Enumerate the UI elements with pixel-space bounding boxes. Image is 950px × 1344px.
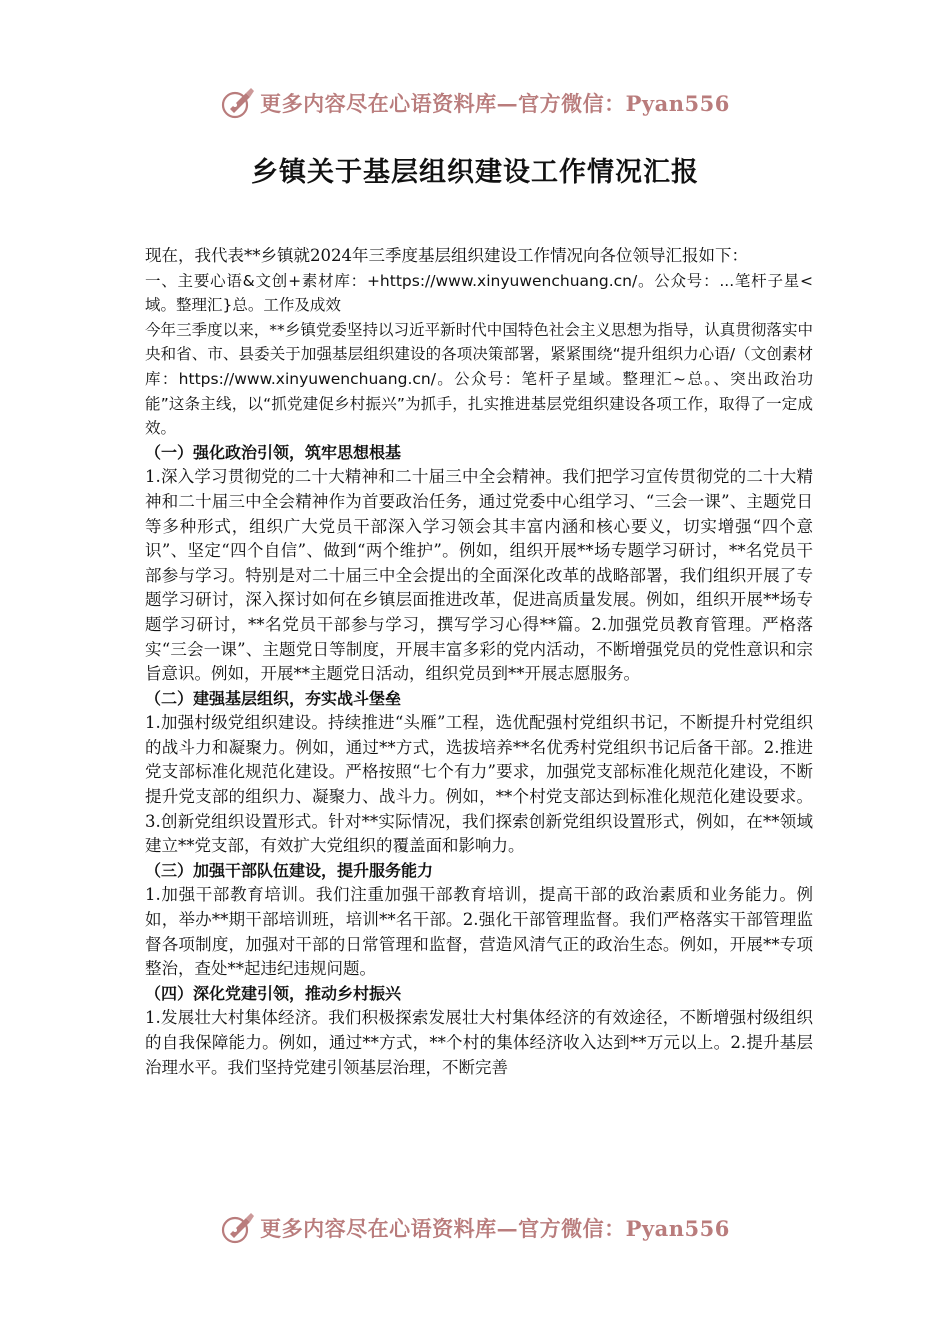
section-body: 1.发展壮大村集体经济。我们积极探索发展壮大村集体经济的有效途径，不断增强村级组织的自我保障能力。例如，通过**方式，**个村的集体经济收入达到**万元以上。2.提升基层治理水平。我们坚持党建引领基层治理，不断完善 [145, 1008, 813, 1077]
section-heading: （一）强化政治引领，筑牢思想根基 [145, 442, 402, 462]
summary-paragraph: 今年三季度以来，**乡镇党委坚持以习近平新时代中国特色社会主义思想为指导，认真贯彻落实中央和省、市、县委关于加强基层组织建设的各项决策部署，紧紧围绕“提升组织力心语/（文创素材库：https://www.xinyuwenchuang.cn/。公众号：笔杆子星域。整理汇~总。、突出政治功能”这条主线，以“抓党建促乡村振兴”为抓手，扎实推进基层党组织建设各项工作，取得了一定成效。 [145, 320, 813, 438]
section-heading: （二）建强基层组织，夯实战斗堡垒 [145, 688, 402, 708]
section-body: 1.加强干部教育培训。我们注重加强干部教育培训，提高干部的政治素质和业务能力。例如，举办**期干部培训班，培训**名干部。2.强化干部管理监督。我们严格落实干部管理监督各项制度，加强对干部的日常管理和监督，营造风清气正的政治生态。例如，开展**专项整治，查处**起违纪违规问题。 [145, 885, 813, 979]
watermark-text: 更多内容尽在心语资料库—官方微信：Pyan556 [260, 91, 730, 116]
watermark-text: 更多内容尽在心语资料库—官方微信：Pyan556 [260, 1216, 730, 1241]
footer-watermark [0, 1207, 950, 1249]
section-body: 1.深入学习贯彻党的二十大精神和二十届三中全会精神。我们把学习宣传贯彻党的二十大精神和二十届三中全会精神作为首要政治任务，通过党委中心组学习、“三会一课”、主题党日等多种形式，组织广大党员干部深入学习领会其丰富内涵和核心要义，切实增强“四个意识”、坚定“四个自信”、做到“两个维护”。例如，组织开展**场专题学习研讨，**名党员干部参与学习。特别是对二十届三中全会提出的全面深化改革的战略部署，我们组织开展了专题学习研讨，深入探讨如何在乡镇层面推进改革，促进高质量发展。例如，组织开展**场专题学习研讨，**名党员干部参与学习，撰写学习心得**篇。2.加强党员教育管理。严格落实“三会一课”、主题党日等制度，开展丰富多彩的党内活动，不断增强党员的党性意识和宗旨意识。例如，开展**主题党日活动，组织党员到**开展志愿服务。 [145, 467, 813, 684]
header-watermark [0, 82, 950, 124]
intro-paragraph: 现在，我代表**乡镇就2024年三季度基层组织建设工作情况向各位领导汇报如下： [145, 246, 748, 265]
document-title: 乡镇关于基层组织建设工作情况汇报 [251, 157, 699, 188]
fountain-pen-logo-icon [220, 1210, 256, 1246]
document-body [145, 244, 813, 1080]
section-body: 1.加强村级党组织建设。持续推进“头雁”工程，选优配强村党组织书记，不断提升村党组织的战斗力和凝聚力。例如，通过**方式，选拔培养**名优秀村党组织书记后备干部。2.推进党支部标准化规范化建设。严格按照“七个有力”要求，加强党支部标准化规范化建设，不断提升党支部的组织力、凝聚力、战斗力。例如，**个村党支部达到标准化规范化建设要求。3.创新党组织设置形式。针对**实际情况，我们探索创新党组织设置形式，例如，在**领域建立**党支部，有效扩大党组织的覆盖面和影响力。 [145, 713, 813, 856]
section-heading: （四）深化党建引领，推动乡村振兴 [145, 983, 402, 1003]
section-main-heading: 一、主要心语&文创+素材库：+https://www.xinyuwenchuang.cn/。公众号：...笔杆子星<域。整理汇}总。工作及成效 [145, 271, 813, 315]
fountain-pen-logo-icon [220, 85, 256, 121]
section-heading: （三）加强干部队伍建设，提升服务能力 [145, 860, 434, 880]
